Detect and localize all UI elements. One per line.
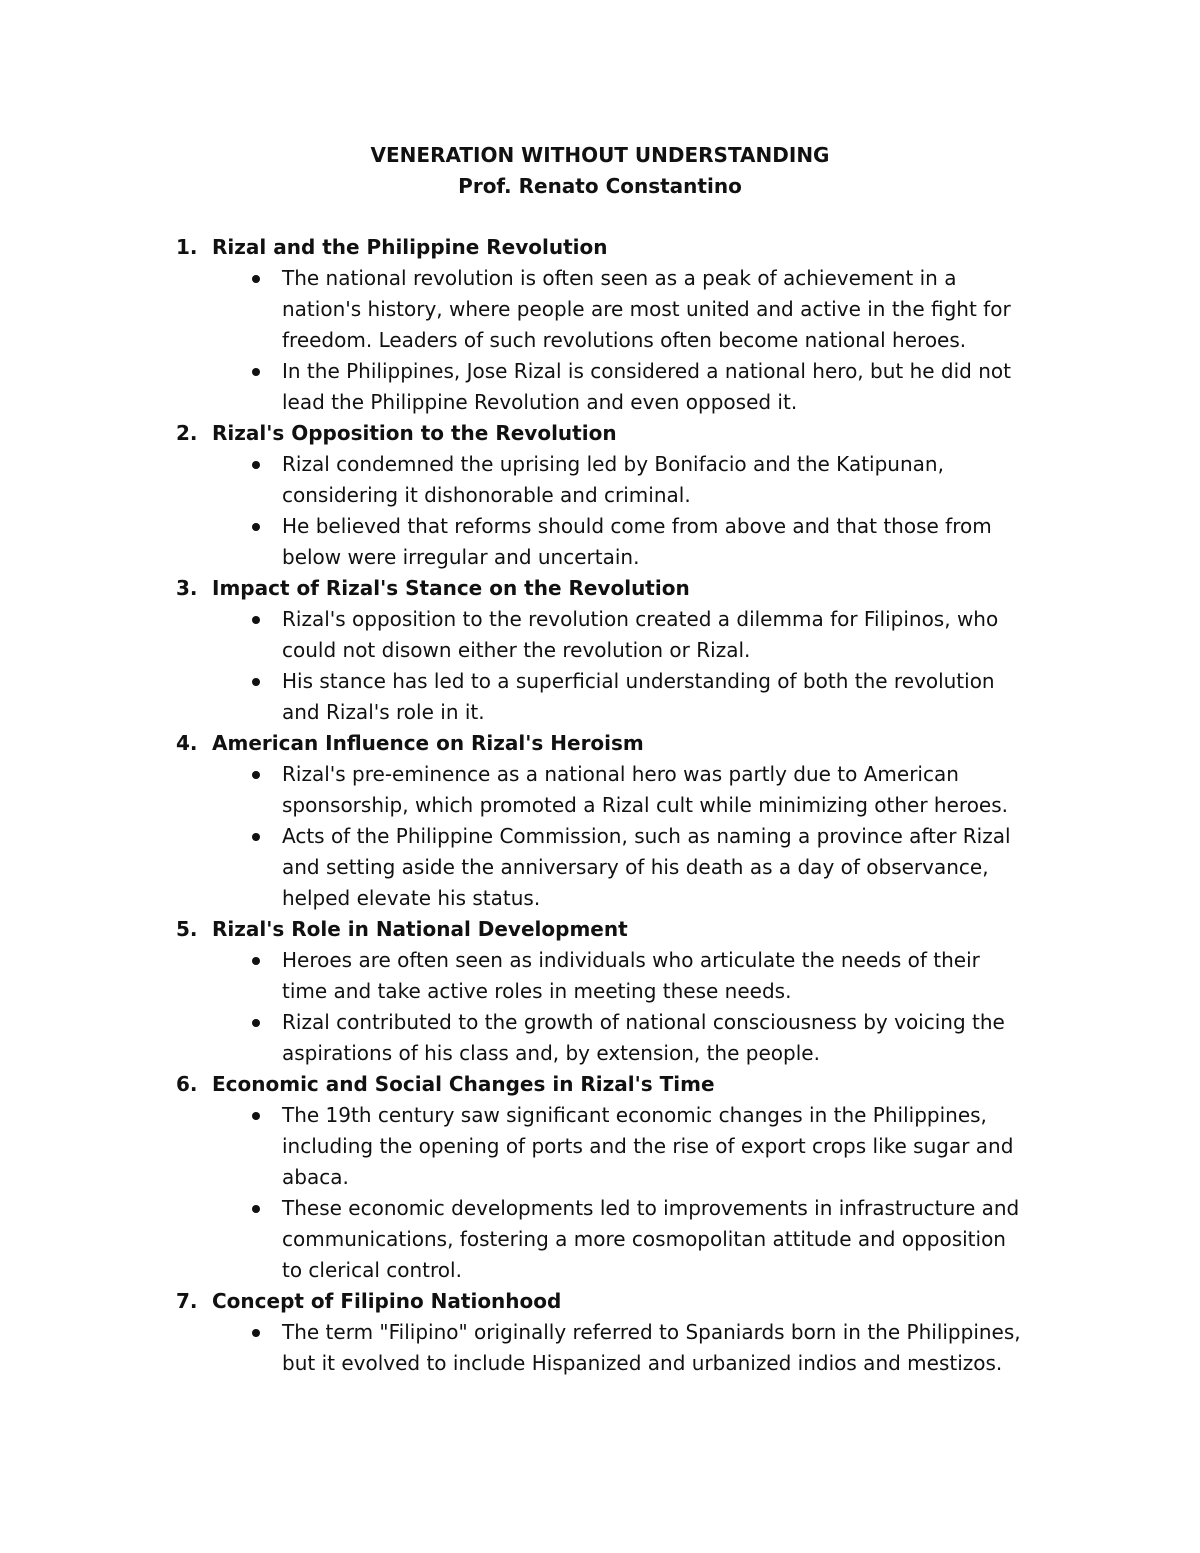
bullet-text-line: freedom. Leaders of such revolutions often become national heroes. xyxy=(282,328,967,352)
bullet-dot-icon xyxy=(252,1019,260,1027)
bullet-dot-icon xyxy=(252,368,260,376)
bullet-item xyxy=(282,759,1076,821)
bullet-text-line: time and take active roles in meeting these needs. xyxy=(282,979,792,1003)
section-number: 3. xyxy=(176,576,198,600)
bullet-dot-icon xyxy=(252,957,260,965)
bullet-dot-icon xyxy=(252,275,260,283)
bullet-text-line: Heroes are often seen as individuals who articulate the needs of their xyxy=(282,948,980,972)
bullet-text-line: He believed that reforms should come from above and that those from xyxy=(282,514,992,538)
section-number: 6. xyxy=(176,1072,198,1096)
bullet-item xyxy=(282,1317,1076,1379)
section-heading-row xyxy=(176,1069,1076,1100)
section-heading-row xyxy=(176,1286,1076,1317)
bullet-text-line: could not disown either the revolution or Rizal. xyxy=(282,638,751,662)
bullet-text-line: lead the Philippine Revolution and even opposed it. xyxy=(282,390,798,414)
bullet-text-line: The 19th century saw significant economic changes in the Philippines, xyxy=(282,1103,987,1127)
bullet-item xyxy=(282,1100,1076,1193)
outline-section xyxy=(176,232,1076,418)
outline-section xyxy=(176,914,1076,1069)
bullet-text-line: His stance has led to a superficial understanding of both the revolution xyxy=(282,669,995,693)
bullet-list xyxy=(176,1317,1076,1379)
document-author: Prof. Renato Constantino xyxy=(458,174,742,198)
bullet-list xyxy=(176,759,1076,914)
section-heading: Rizal's Opposition to the Revolution xyxy=(212,421,617,445)
bullet-text-line: sponsorship, which promoted a Rizal cult while minimizing other heroes. xyxy=(282,793,1009,817)
section-heading-row xyxy=(176,573,1076,604)
document-title: VENERATION WITHOUT UNDERSTANDING xyxy=(370,143,830,167)
section-heading-row xyxy=(176,232,1076,263)
section-number: 2. xyxy=(176,421,198,445)
outline-section xyxy=(176,418,1076,573)
bullet-text-line: Acts of the Philippine Commission, such as naming a province after Rizal xyxy=(282,824,1011,848)
bullet-text-line: Rizal condemned the uprising led by Bonifacio and the Katipunan, xyxy=(282,452,944,476)
bullet-list xyxy=(176,945,1076,1069)
bullet-dot-icon xyxy=(252,1112,260,1120)
section-heading: Rizal and the Philippine Revolution xyxy=(212,235,608,259)
bullet-dot-icon xyxy=(252,833,260,841)
bullet-list xyxy=(176,449,1076,573)
bullet-text-line: aspirations of his class and, by extension, the people. xyxy=(282,1041,820,1065)
bullet-text-line: The national revolution is often seen as a peak of achievement in a xyxy=(282,266,957,290)
bullet-list xyxy=(176,604,1076,728)
bullet-text-line: nation's history, where people are most united and active in the fight for xyxy=(282,297,1011,321)
section-number: 4. xyxy=(176,731,198,755)
bullet-list xyxy=(176,1100,1076,1286)
outline-section xyxy=(176,1069,1076,1286)
bullet-text-line: below were irregular and uncertain. xyxy=(282,545,640,569)
section-heading: Concept of Filipino Nationhood xyxy=(212,1289,562,1313)
bullet-text-line: and setting aside the anniversary of his death as a day of observance, xyxy=(282,855,989,879)
bullet-text-line: In the Philippines, Jose Rizal is considered a national hero, but he did not xyxy=(282,359,1011,383)
bullet-item xyxy=(282,604,1076,666)
bullet-text-line: to clerical control. xyxy=(282,1258,462,1282)
section-heading: Economic and Social Changes in Rizal's Time xyxy=(212,1072,715,1096)
bullet-item xyxy=(282,821,1076,914)
bullet-item xyxy=(282,1193,1076,1286)
section-outline xyxy=(176,232,1076,1379)
bullet-item xyxy=(282,449,1076,511)
bullet-text-line: Rizal contributed to the growth of national consciousness by voicing the xyxy=(282,1010,1005,1034)
section-number: 5. xyxy=(176,917,198,941)
section-heading-row xyxy=(176,418,1076,449)
bullet-item xyxy=(282,511,1076,573)
bullet-text-line: communications, fostering a more cosmopolitan attitude and opposition xyxy=(282,1227,1006,1251)
section-heading: Impact of Rizal's Stance on the Revolution xyxy=(212,576,690,600)
section-heading-row xyxy=(176,914,1076,945)
bullet-text-line: but it evolved to include Hispanized and urbanized indios and mestizos. xyxy=(282,1351,1003,1375)
bullet-text-line: Rizal's pre-eminence as a national hero was partly due to American xyxy=(282,762,959,786)
bullet-text-line: These economic developments led to improvements in infrastructure and xyxy=(282,1196,1020,1220)
bullet-text-line: helped elevate his status. xyxy=(282,886,541,910)
bullet-item xyxy=(282,263,1076,356)
bullet-dot-icon xyxy=(252,678,260,686)
bullet-text-line: including the opening of ports and the rise of export crops like sugar and xyxy=(282,1134,1014,1158)
section-heading: American Influence on Rizal's Heroism xyxy=(212,731,644,755)
bullet-text-line: Rizal's opposition to the revolution created a dilemma for Filipinos, who xyxy=(282,607,999,631)
bullet-item xyxy=(282,666,1076,728)
bullet-item xyxy=(282,945,1076,1007)
bullet-text-line: The term "Filipino" originally referred to Spaniards born in the Philippines, xyxy=(282,1320,1021,1344)
section-heading: Rizal's Role in National Development xyxy=(212,917,628,941)
bullet-dot-icon xyxy=(252,771,260,779)
bullet-item xyxy=(282,1007,1076,1069)
section-heading-row xyxy=(176,728,1076,759)
section-number: 7. xyxy=(176,1289,198,1313)
bullet-dot-icon xyxy=(252,461,260,469)
bullet-dot-icon xyxy=(252,523,260,531)
outline-section xyxy=(176,573,1076,728)
bullet-dot-icon xyxy=(252,1205,260,1213)
document-header xyxy=(0,140,1200,202)
outline-section xyxy=(176,728,1076,914)
bullet-text-line: and Rizal's role in it. xyxy=(282,700,485,724)
bullet-item xyxy=(282,356,1076,418)
bullet-text-line: considering it dishonorable and criminal. xyxy=(282,483,691,507)
bullet-list xyxy=(176,263,1076,418)
outline-section xyxy=(176,1286,1076,1379)
section-number: 1. xyxy=(176,235,198,259)
bullet-text-line: abaca. xyxy=(282,1165,349,1189)
bullet-dot-icon xyxy=(252,616,260,624)
bullet-dot-icon xyxy=(252,1329,260,1337)
